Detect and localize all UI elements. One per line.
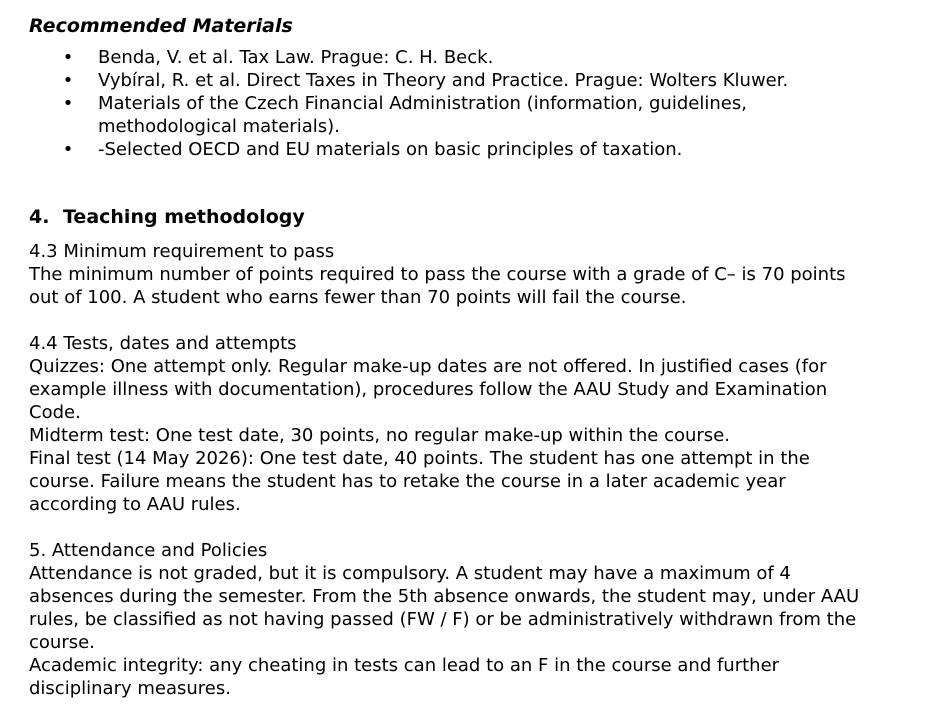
- tests-section: [29, 332, 929, 516]
- list-item: [29, 69, 929, 92]
- materials-list: [29, 46, 929, 161]
- paragraph-line: Academic integrity: any cheating in tests can lead to an F in the course and further: [29, 655, 780, 676]
- list-item-text: -Selected OECD and EU materials on basic principles of taxation.: [98, 139, 683, 160]
- recommended-materials-heading: Recommended Materials: [29, 15, 293, 37]
- section-number: 4.: [29, 206, 50, 228]
- list-item: [29, 138, 929, 161]
- subsection-title: 4.3 Minimum requirement to pass: [29, 241, 335, 262]
- paragraph-line: Attendance is not graded, but it is compulsory. A student may have a maximum of 4: [29, 563, 791, 584]
- list-item: [29, 46, 929, 69]
- list-item-text: methodological materials).: [98, 116, 340, 137]
- bullet-icon: •: [62, 139, 74, 160]
- teaching-methodology-heading: [29, 205, 929, 229]
- bullet-icon: •: [62, 70, 74, 91]
- paragraph-line: disciplinary measures.: [29, 678, 231, 699]
- attendance-section: [29, 539, 929, 700]
- paragraph-line: according to AAU rules.: [29, 494, 241, 515]
- bullet-icon: •: [62, 93, 74, 114]
- subsection-title: 5. Attendance and Policies: [29, 540, 268, 561]
- list-item: [29, 92, 929, 138]
- paragraph-line: absences during the semester. From the 5th absence onwards, the student may, under AAU: [29, 586, 860, 607]
- paragraph-line: Quizzes: One attempt only. Regular make-up dates are not offered. In justified cases (for: [29, 356, 827, 377]
- document-page: [29, 14, 929, 700]
- paragraph-line: Final test (14 May 2026): One test date, 40 points. The student has one attempt in the: [29, 448, 810, 469]
- paragraph-line: The minimum number of points required to pass the course with a grade of C– is 70 points: [29, 264, 846, 285]
- section-title: Teaching methodology: [63, 206, 305, 228]
- paragraph-line: out of 100. A student who earns fewer than 70 points will fail the course.: [29, 287, 687, 308]
- paragraph-line: course. Failure means the student has to retake the course in a later academic year: [29, 471, 786, 492]
- list-item-text: Benda, V. et al. Tax Law. Prague: C. H. Beck.: [98, 47, 494, 68]
- paragraph-line: rules, be classified as not having passed (FW / F) or be administratively withdrawn from the: [29, 609, 857, 630]
- subsection-title: 4.4 Tests, dates and attempts: [29, 333, 297, 354]
- list-item-text: Vybíral, R. et al. Direct Taxes in Theory and Practice. Prague: Wolters Kluwer.: [98, 70, 789, 91]
- minimum-requirement-section: [29, 240, 929, 309]
- paragraph-line: course.: [29, 632, 95, 653]
- paragraph-line: Midterm test: One test date, 30 points, no regular make-up within the course.: [29, 425, 730, 446]
- list-item-text: Materials of the Czech Financial Administration (information, guidelines,: [98, 93, 747, 114]
- paragraph-line: example illness with documentation), procedures follow the AAU Study and Examination: [29, 379, 828, 400]
- paragraph-line: Code.: [29, 402, 81, 423]
- bullet-icon: •: [62, 47, 74, 68]
